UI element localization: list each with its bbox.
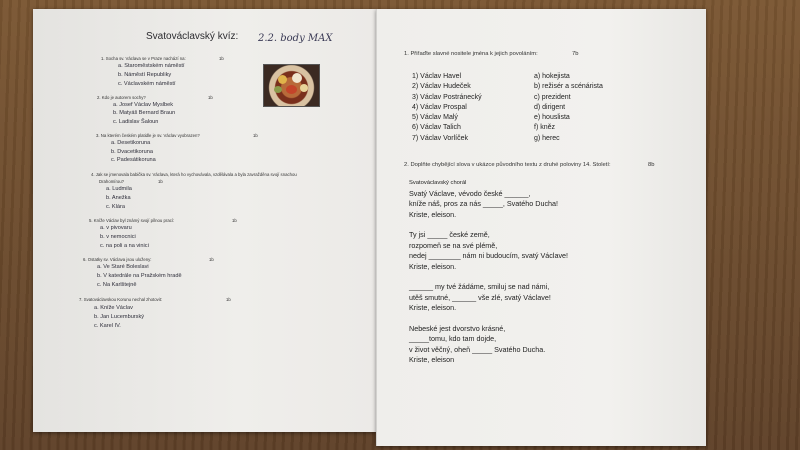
question-6-points: 1b [209,257,214,262]
verse-line: Ty jsi _____ české země, [409,230,490,239]
question-5-points: 1b [232,218,237,223]
question-3-option-b: b. Dvacetikoruna [111,149,153,155]
verse-line: v život věčný, oheň _____ Svatého Ducha. [409,344,546,354]
question-7-option-a: a. Kníže Václav [94,305,133,311]
verse-line: ______ my tvé žádáme, smiluj se nad námi, [409,282,550,291]
question-2-points: 1b [208,95,213,100]
job-item: d) dirigent [534,103,566,111]
question-4-points: 1b [158,179,163,184]
verse-line: utěš smutné, ______ vše zlé, svatý Václave! [409,292,551,302]
question-6-option-a: a. Ve Staré Boleslavi [97,264,149,270]
question-5-option-a: a. v pivovaru [100,225,132,231]
question-6-option-c: c. Na Karlštejně [97,282,137,288]
name-item: 1) Václav Havel [412,73,462,80]
quiz-sheet-right [376,9,706,446]
job-item: c) prezident [534,93,571,101]
question-2: 2. Kdo je autorem sochy? [97,95,146,100]
question-4-option-b: b. Anežka [106,195,131,201]
question-7-points: 1b [226,297,231,302]
question-3-option-a: a. Desetikoruna [111,140,151,146]
verse-line: kníže náš, pros za nás _____, Svatého Ducha! [409,199,559,208]
task-1-points: 7b [572,51,579,57]
name-item: 3) Václav Postránecký [412,93,482,101]
question-3-points: 1b [253,133,258,138]
question-7-option-c: c. Karel IV. [94,323,121,329]
question-6: 6. Ostatky sv. Václava jsou uloženy: [83,257,152,262]
question-6-option-b: b. V katedrále na Pražském hradě [97,273,182,279]
question-1: 1. Socha sv. Václava se v Praze nachází na: [101,56,186,61]
question-4: 4. Jak se jmenovala babička sv. Václava, která ho vychovávala, vzdělávala a byla zavražděna svojí snachou [91,172,297,177]
name-item: 2) Václav Hudeček [412,83,471,91]
question-2-option-c: c. Ladislav Šaloun [113,119,159,125]
verse-line: _____tomu, kdo tam dojde, [409,334,497,343]
task-1-prompt: 1. Přiřaďte slavné nositele jména k jejich povoláním: [404,51,538,57]
verse-line: rozpomeň se na své plémě, [409,240,498,250]
question-5-option-b: b. v nemocnici [100,234,136,240]
page-divider [376,9,377,446]
question-1-option-b: b. Náměstí Republiky [118,72,172,78]
names-list [412,72,482,144]
verse-line: Svatý Václave, vévodo české ______, [409,188,531,198]
question-1-option-c: c. Václavském náměstí [118,81,176,87]
bouquet-photo [263,64,320,107]
question-5-option-c: c. na poli a na vinici [100,243,149,249]
question-7: 7. Svatováclavskou Korunu nechal zhotovit: [79,297,163,302]
question-2-option-b: b. Matyáš Bernard Braun [113,110,176,116]
question-7-option-b: b. Jan Lucemburský [94,314,145,320]
question-1-option-a: a. Staroměstském náměstí [118,63,185,69]
name-item: 6) Václav Talich [412,124,461,132]
question-4-option-c: c. Klára [106,204,125,210]
chorale-heading: Svatováclavský chorál [409,180,467,186]
verse-line: nedej ________ nám ni budoucím, svatý Václave! [409,251,569,260]
quiz-sheet-left [33,9,376,432]
task-2-points: 8b [648,162,655,168]
verse-line: Kriste, eleison. [409,261,457,271]
jobs-list [534,72,603,144]
verse-line: Kriste, eleison. [409,209,457,219]
chorale-text [409,178,568,366]
question-1-points: 1b [219,56,224,61]
job-item: e) houslista [534,114,570,122]
verse-line: Nebeské jest dvorstvo krásné, [409,323,506,333]
handwritten-max-points: 2.2. body MAX [258,33,333,44]
job-item: a) hokejista [534,73,570,80]
job-item: b) režisér a scénárista [534,83,603,91]
quiz-title: Svatováclavský kvíz: [146,31,239,42]
question-5: 5. Kníže Václav byl známý svojí pílnou prací: [89,218,175,223]
question-2-option-a: a. Josef Václav Myslbek [113,102,174,108]
question-3-option-c: c. Padesátikoruna [111,157,156,163]
name-item: 7) Václav Vorlíček [412,134,469,142]
question-3: 3. Na kterém českém platidle je sv. Václav vyobrazen? [96,133,200,138]
verse-line: Kriste, eleison [409,355,455,364]
job-item: g) herec [534,134,560,142]
question-4-line-2: Drahomírou? [99,179,125,184]
name-item: 4) Václav Prospal [412,103,467,111]
question-4-option-a: a. Ludmila [106,186,132,192]
task-2-prompt: 2. Doplňte chybějící slova v ukázce původního textu z druhé poloviny 14. Století: [404,162,611,168]
name-item: 5) Václav Malý [412,114,458,122]
job-item: f) kněz [534,124,556,132]
verse-line: Kriste, eleison. [409,303,457,312]
